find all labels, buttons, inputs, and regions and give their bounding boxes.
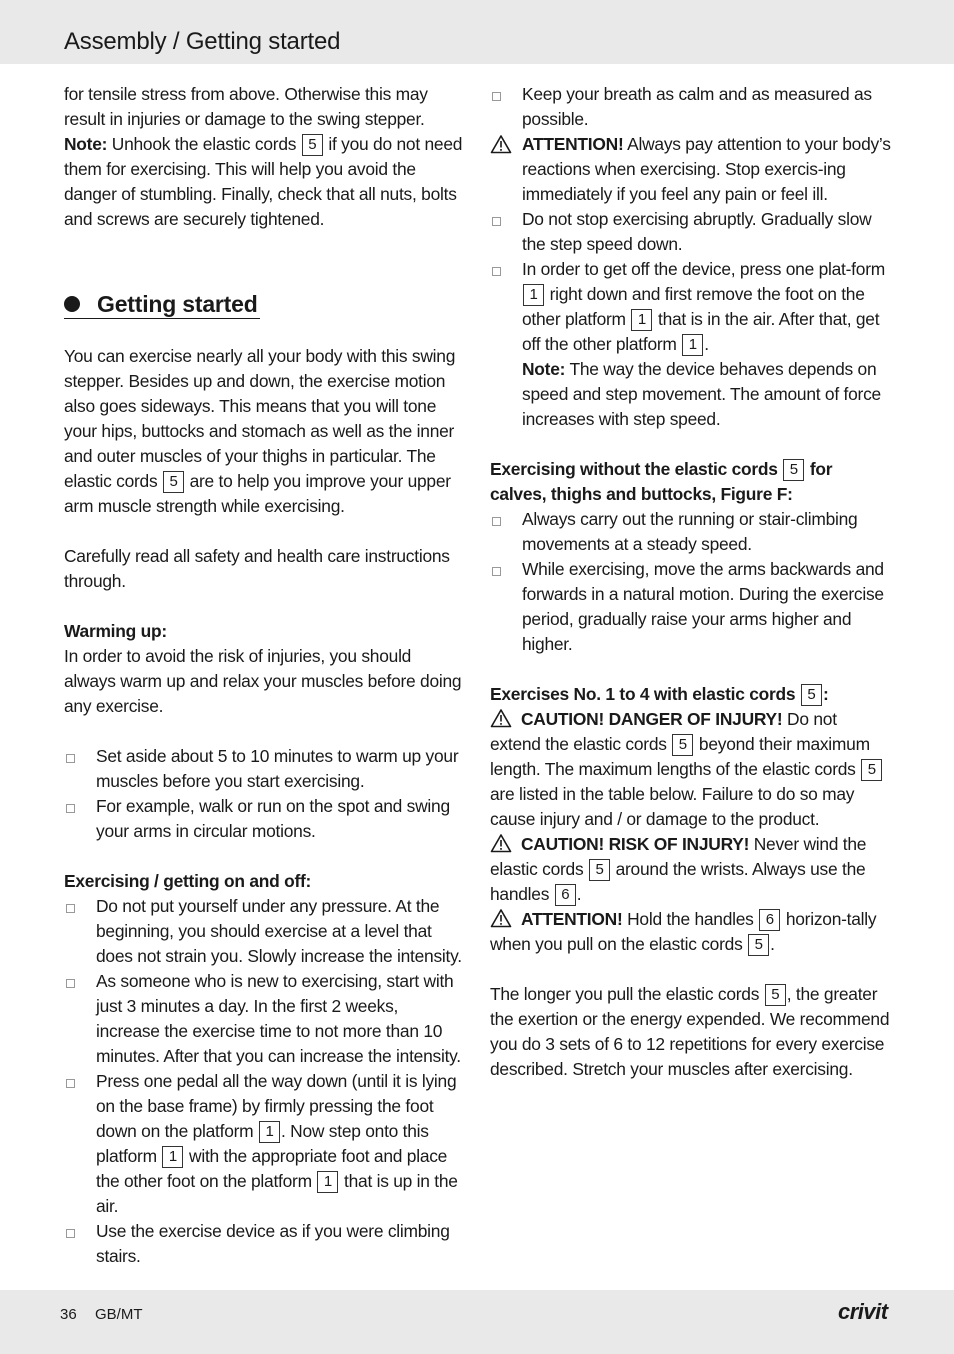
list-item-text: Do not stop exercising abruptly. Gradually slow the step speed down. (522, 209, 872, 254)
ref-platform: 1 (631, 309, 652, 331)
caution-text: Do not extend the elastic cords (490, 709, 837, 754)
attention-text: horizon-tally when you pull on the elastic cords (490, 909, 877, 954)
list-item-text: that is in the air. After that, get off the other platform (522, 309, 880, 354)
checkbox-square-icon (492, 517, 501, 526)
right-column (490, 82, 892, 1082)
list-item-text: Set aside about 5 to 10 minutes to warm up your muscles before you start exercising. (96, 746, 459, 791)
list-item-text: . Now step onto this platform (96, 1121, 429, 1166)
list-item (64, 1219, 464, 1269)
page-header (0, 0, 954, 64)
attention-handles-paragraph (490, 907, 892, 957)
warmup-text: In order to avoid the risk of injuries, you should always warm up and relax your muscles before doing any exercise. (64, 646, 462, 716)
checkbox-square-icon (492, 567, 501, 576)
list-item-text: right down and first remove the foot on the other platform (522, 284, 865, 329)
heading-text-cont: for calves, thighs and buttocks, Figure F: (490, 459, 833, 504)
closing-text: The longer you pull the elastic cords (490, 984, 760, 1004)
caution-injury-paragraph (490, 707, 892, 832)
ref-elastic-cords: 5 (765, 984, 786, 1006)
list-item-text: Keep your breath as calm and as measured as possible. (522, 84, 872, 129)
ref-elastic-cords: 5 (783, 459, 804, 481)
list-item-text: As someone who is new to exercising, start with just 3 minutes a day. In the first 2 weeks, increase the exercise time to not more than 10 minutes. After that you can increase the intensity. (96, 971, 461, 1066)
list-item (64, 1069, 464, 1219)
ref-handles: 6 (759, 909, 780, 931)
note-text: Unhook the elastic cords (111, 134, 297, 154)
attention-text: . (770, 934, 775, 954)
ref-elastic-cords: 5 (302, 134, 323, 156)
brand-logo: crivit (838, 1299, 888, 1324)
section-bullet-icon (64, 296, 80, 312)
exercising-list-cont (490, 82, 892, 432)
ref-platform: 1 (523, 284, 544, 306)
ref-elastic-cords: 5 (163, 471, 184, 493)
paragraph-text-cont: are to help you improve your upper arm muscle strength while exercising. (64, 471, 451, 516)
list-item-text: Use the exercise device as if you were climbing stairs. (96, 1221, 450, 1266)
checkbox-square-icon (66, 904, 75, 913)
attention-text: Hold the handles (627, 909, 754, 929)
caution-text: are listed in the table below. Failure to do so may cause injury and / or damage to the product. (490, 784, 855, 829)
page-title: Assembly / Getting started (64, 28, 341, 55)
no-cords-heading (490, 457, 892, 507)
list-item-text: For example, walk or run on the spot and swing your arms in circular motions. (96, 796, 450, 841)
attention-label: ATTENTION! (521, 909, 623, 929)
closing-text-cont: , the greater the exertion or the energy expended. We recommend you do 3 sets of 6 to 12 repetitions for every exercise described. Stretch your muscles after exercising. (490, 984, 890, 1079)
checkbox-square-icon (492, 217, 501, 226)
list-item-text: that is up in the air. (96, 1171, 458, 1216)
list-item (490, 557, 892, 657)
warning-triangle-icon (490, 908, 512, 928)
checkbox-square-icon (66, 979, 75, 988)
left-column (64, 82, 464, 1269)
checkbox-square-icon (66, 804, 75, 813)
exercising-heading: Exercising / getting on and off: (64, 871, 312, 891)
list-item (490, 82, 892, 132)
checkbox-square-icon (492, 92, 501, 101)
section-heading-getting-started (64, 290, 260, 319)
list-item (490, 207, 892, 257)
list-item (490, 257, 892, 432)
checkbox-square-icon (492, 267, 501, 276)
ref-elastic-cords: 5 (589, 859, 610, 881)
ref-elastic-cords: 5 (861, 759, 882, 781)
ref-elastic-cords: 5 (748, 934, 769, 956)
list-item-text: with the appropriate foot and place the other foot on the platform (96, 1146, 448, 1191)
warning-triangle-icon (490, 833, 512, 853)
closing-paragraph (490, 982, 892, 1082)
caution-text: Never wind the elastic cords (490, 834, 867, 879)
no-cords-list (490, 507, 892, 657)
list-item-text: While exercising, move the arms backwards and forwards in a natural motion. During the exercise period, gradually raise your arms higher and higher. (522, 559, 884, 654)
note-label: Note: (64, 134, 108, 154)
ref-elastic-cords: 5 (801, 684, 822, 706)
list-item-text: Always carry out the running or stair-climbing movements at a steady speed. (522, 509, 858, 554)
list-item-text: Do not put yourself under any pressure. At the beginning, you should exercise at a level that does not strain you. Slowly increase the intensity. (96, 896, 462, 966)
safety-read-paragraph: Carefully read all safety and health care instructions through. (64, 546, 450, 591)
heading-text-cont: : (822, 684, 829, 704)
page-footer (0, 1290, 954, 1354)
note-label: Note: (522, 359, 566, 379)
intro-paragraph (64, 82, 464, 232)
warning-triangle-icon (490, 134, 512, 154)
warmup-list (64, 744, 464, 844)
list-item (64, 969, 464, 1069)
warning-triangle-icon (490, 708, 512, 728)
list-item (490, 507, 892, 557)
ref-platform: 1 (682, 334, 703, 356)
warmup-heading: Warming up: (64, 621, 167, 641)
checkbox-square-icon (66, 754, 75, 763)
checkbox-square-icon (66, 1229, 75, 1238)
cords-heading (490, 682, 892, 707)
page-number: 36 (60, 1306, 77, 1323)
list-item-text: . (704, 334, 709, 354)
region-code: GB/MT (95, 1306, 143, 1323)
ref-platform: 1 (317, 1171, 338, 1193)
checkbox-square-icon (66, 1079, 75, 1088)
attention-item (490, 132, 892, 207)
section-heading-text: Getting started (97, 291, 258, 317)
caution-label: CAUTION! DANGER OF INJURY! (521, 709, 783, 729)
caution-text: around the wrists. Always use the handles (490, 859, 866, 904)
list-item-text: Press one pedal all the way down (until it is lying on the base frame) by firmly pressing the foot down on the platform (96, 1071, 457, 1141)
list-item (64, 794, 464, 844)
caution-risk-paragraph (490, 832, 892, 907)
ref-platform: 1 (162, 1146, 183, 1168)
note-text: The way the device behaves depends on speed and step movement. The amount of force increases with step speed. (522, 359, 881, 429)
exercising-list (64, 894, 464, 1269)
caution-text: . (576, 884, 582, 904)
intro-text: for tensile stress from above. Otherwise this may result in injuries or damage to the swing stepper. (64, 84, 428, 129)
paragraph-text: You can exercise nearly all your body with this swing stepper. Besides up and down, the exercise motion also goes sideways. This means that you will tone your hips, buttocks and stomach as well as the inner and outer muscles of your thighs in particular. The elastic cords (64, 346, 456, 491)
caution-label: CAUTION! RISK OF INJURY! (521, 834, 750, 854)
list-item-text: In order to get off the device, press one plat-form (522, 259, 885, 279)
intro-exercise-paragraph (64, 344, 464, 519)
attention-label: ATTENTION! (522, 134, 624, 154)
list-item (64, 894, 464, 969)
heading-text: Exercises No. 1 to 4 with elastic cords (490, 684, 796, 704)
ref-platform: 1 (259, 1121, 280, 1143)
caution-text: beyond their maximum length. The maximum lengths of the elastic cords (490, 734, 870, 779)
list-item (64, 744, 464, 794)
heading-text: Exercising without the elastic cords (490, 459, 778, 479)
note-text-cont: if you do not need them for exercising. This will help you avoid the danger of stumbling. Finally, check that all nuts, bolts and screws are securely tightened. (64, 134, 463, 229)
ref-handles: 6 (555, 884, 576, 906)
section-heading-wrap (64, 290, 464, 319)
ref-elastic-cords: 5 (672, 734, 693, 756)
attention-text: Always pay attention to your body’s reactions when exercising. Stop exercis-ing immediately if you feel any pain or feel ill. (522, 134, 891, 204)
